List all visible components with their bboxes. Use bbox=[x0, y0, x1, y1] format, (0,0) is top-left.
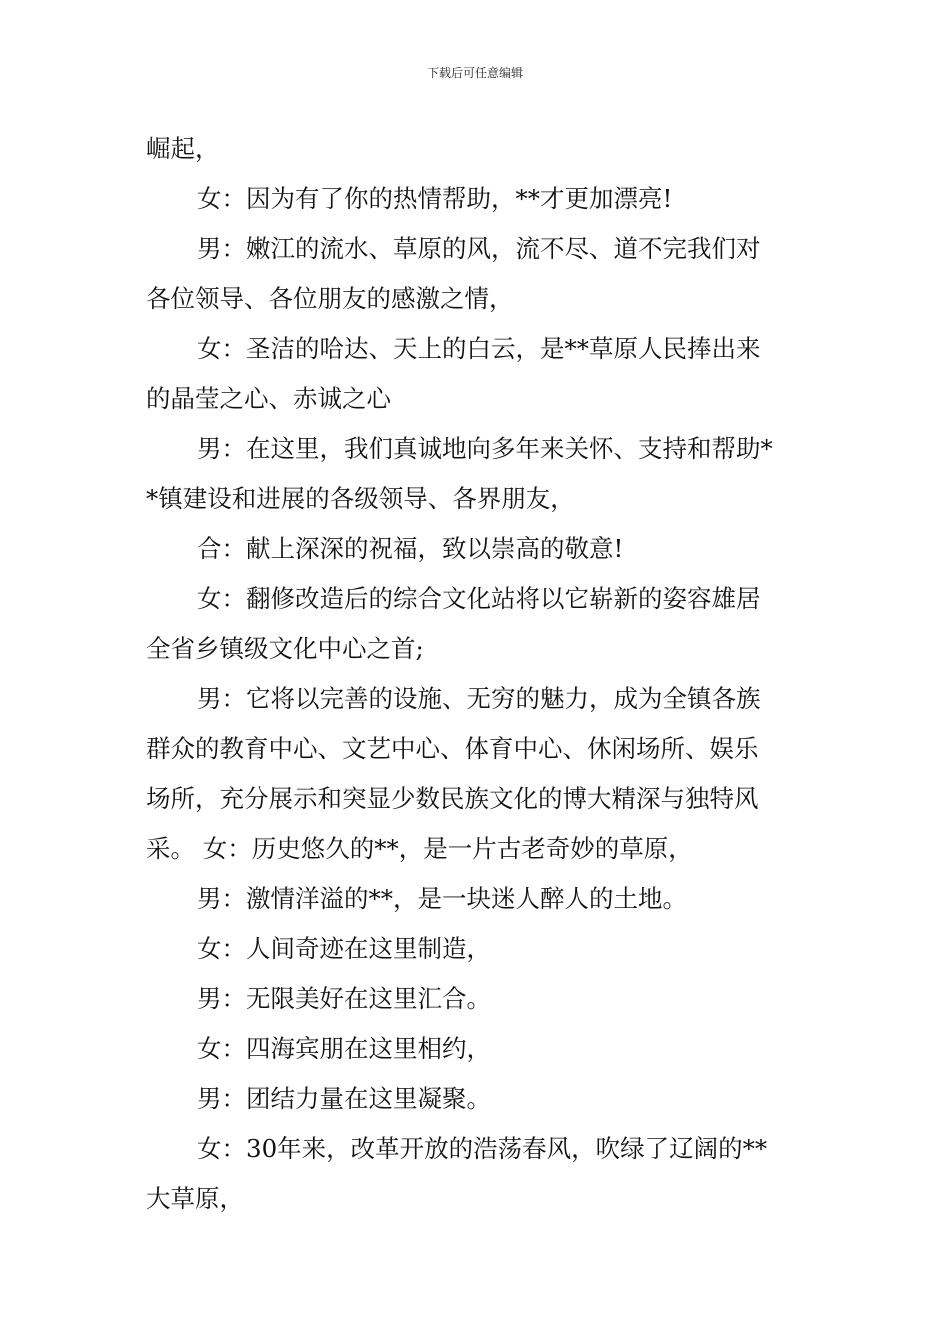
text-line: 场所，充分展示和突显少数民族文化的博大精深与独特风 bbox=[146, 784, 759, 813]
text-line: 大草原， bbox=[146, 1184, 244, 1213]
text-line: *镇建设和进展的各级领导、各界朋友， bbox=[146, 484, 575, 513]
text-line: 崛起， bbox=[146, 134, 220, 163]
text-line: 男：在这里，我们真诚地向多年来关怀、支持和帮助* bbox=[197, 434, 773, 463]
text-line: 群众的教育中心、文艺中心、体育中心、休闲场所、娱乐 bbox=[146, 734, 759, 763]
text-line: 女：四海宾朋在这里相约， bbox=[197, 1034, 491, 1063]
text-line: 男：嫩江的流水、草原的风，流不尽、道不完我们对 bbox=[197, 234, 761, 263]
text-line: 合：献上深深的祝福，致以崇高的敬意! bbox=[197, 534, 624, 563]
text-line: 各位领导、各位朋友的感激之情， bbox=[146, 284, 514, 313]
document-body bbox=[146, 124, 808, 1224]
text-line: 女：翻修改造后的综合文化站将以它崭新的姿容雄居 bbox=[197, 584, 761, 613]
text-line: 女：因为有了你的热情帮助，**才更加漂亮! bbox=[197, 184, 673, 213]
page-header-note: 下载后可任意编辑 bbox=[426, 66, 523, 80]
text-line: 男：激情洋溢的**，是一块迷人醉人的土地。 bbox=[197, 884, 687, 913]
text-line: 男：无限美好在这里汇合。 bbox=[197, 984, 491, 1013]
text-line: 的晶莹之心、赤诚之心 bbox=[146, 384, 391, 413]
text-line: 全省乡镇级文化中心之首; bbox=[146, 634, 424, 663]
text-line: 女：人间奇迹在这里制造， bbox=[197, 934, 491, 963]
text-line: 男：它将以完善的设施、无穷的魅力，成为全镇各族 bbox=[197, 684, 761, 713]
text-line: 男：团结力量在这里凝聚。 bbox=[197, 1084, 491, 1113]
text-line: 采。 女：历史悠久的**，是一片古老奇妙的草原， bbox=[146, 834, 693, 863]
text-line: 女：30年来，改革开放的浩荡春风，吹绿了辽阔的** bbox=[197, 1134, 768, 1163]
text-line: 女：圣洁的哈达、天上的白云，是**草原人民捧出来 bbox=[197, 334, 761, 363]
